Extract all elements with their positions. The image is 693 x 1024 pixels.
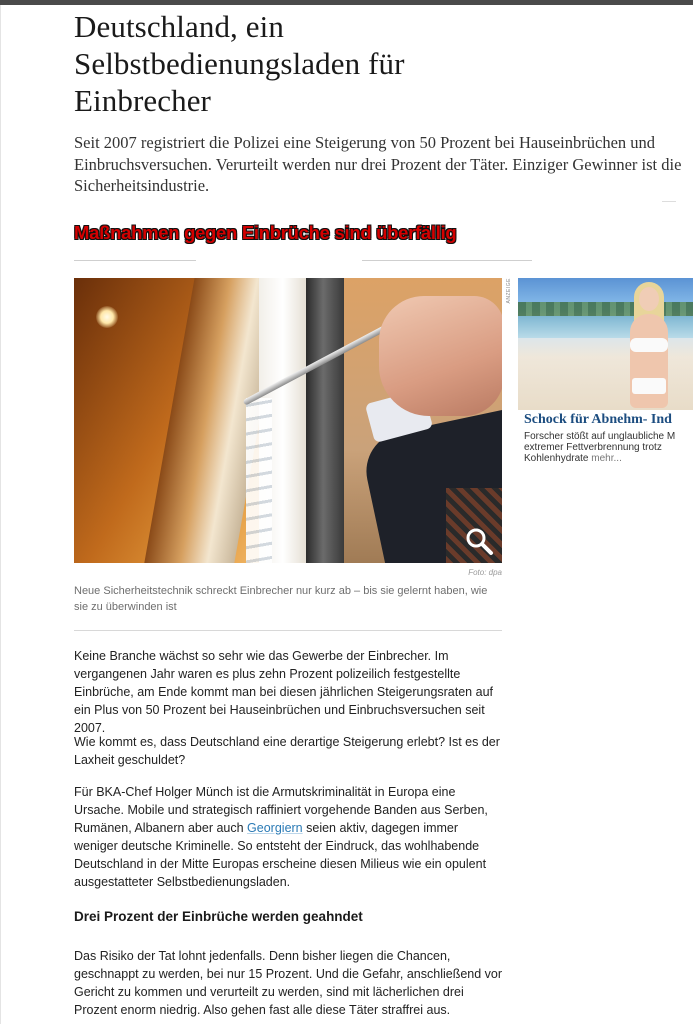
divider [662, 201, 676, 202]
hand [379, 296, 502, 416]
article-headline: Deutschland, ein Selbstbedienungsladen für Einbrecher [74, 9, 405, 118]
page-left-border [0, 5, 1, 1024]
ad-line-3: Kohlenhydrate [524, 453, 589, 464]
ad-image[interactable] [518, 278, 693, 410]
paragraph-3-text: Für BKA-Chef Holger Münch ist die Armutskriminalität in Europa eine Ursache. Mobile und strategisch raffiniert vorgehende Banden aus Serben, Rumänen, Albanern aber auch [74, 785, 488, 835]
divider [74, 260, 196, 261]
ad-text[interactable] [524, 431, 693, 464]
ad-title[interactable]: Schock für Abnehm- Ind [524, 412, 672, 427]
ad-line-2: extremer Fettverbrennung trotz [524, 442, 662, 453]
section-subheading: Drei Prozent der Einbrüche werden geahndet [74, 909, 363, 924]
bikini-bottom [632, 378, 666, 394]
broken-frame [246, 398, 272, 563]
georgiern-link[interactable]: Georgiern [247, 821, 303, 835]
divider [362, 260, 532, 261]
ad-line-1: Forscher stößt auf unglaubliche M [524, 431, 676, 442]
top-bar [0, 0, 693, 5]
image-caption: Neue Sicherheitstechnik schreckt Einbrecher nur kurz ab – bis sie gelernt haben, wie sie zu überwinden ist [74, 585, 488, 613]
divider [74, 630, 502, 631]
bikini-top [630, 338, 668, 352]
ceiling-light [96, 306, 118, 328]
palm-trees [518, 302, 693, 316]
woman-face [639, 287, 659, 311]
paragraph-3 [74, 783, 504, 891]
image-credit: Foto: dpa [468, 568, 502, 577]
magnifier-icon[interactable] [464, 526, 494, 556]
article-image[interactable] [74, 278, 502, 563]
door-post [306, 278, 344, 563]
advertisement[interactable] [518, 278, 693, 474]
paragraph-2: Wie kommt es, dass Deutschland eine derartige Steigerung erlebt? Ist es der Laxheit geschuldet? [74, 735, 500, 767]
paragraph-1: Keine Branche wächst so sehr wie das Gewerbe der Einbrecher. Im vergangenen Jahr waren es plus zehn Prozent polizeilich festgestellte Einbrüche, am Ende kommt man bei diesen jährlichen Steigerungsraten auf ein Plus von 50 Prozent bei Hauseinbrüchen und Einbruchsversuchen seit 2007. [74, 649, 493, 735]
article-teaser: Seit 2007 registriert die Polizei eine Steigerung von 50 Prozent bei Hauseinbrüchen und Einbruchsversuchen. Verurteilt werden nur drei Prozent der Täter. Einziger Gewinner ist die Sicherheitsindustrie. [74, 133, 682, 195]
promo-banner-text[interactable]: Maßnahmen gegen Einbrüche sind überfällig [74, 222, 457, 243]
ad-more-link[interactable]: mehr... [591, 453, 622, 464]
paragraph-4: Das Risiko der Tat lohnt jedenfalls. Denn bisher liegen die Chancen, geschnappt zu werden, bei nur 15 Prozent. Und die Gefahr, anschließend vor Gericht zu kommen und verurteilt zu werden, sind mit lächerlichen drei Prozent enorm niedrig. Also gehen fast alle diese Täter straffrei aus. [74, 949, 503, 1017]
paragraph-3-text-cont: seien aktiv, dagegen immer weniger deutsche Kriminelle. So entsteht der Eindruck, das wohlhabende Deutschland in der Mitte Europas erscheine diesen Milieus wie ein opulent ausgestatteter Selbstbedienungsladen. [74, 821, 487, 889]
ad-label: ANZEIGE [506, 278, 512, 304]
